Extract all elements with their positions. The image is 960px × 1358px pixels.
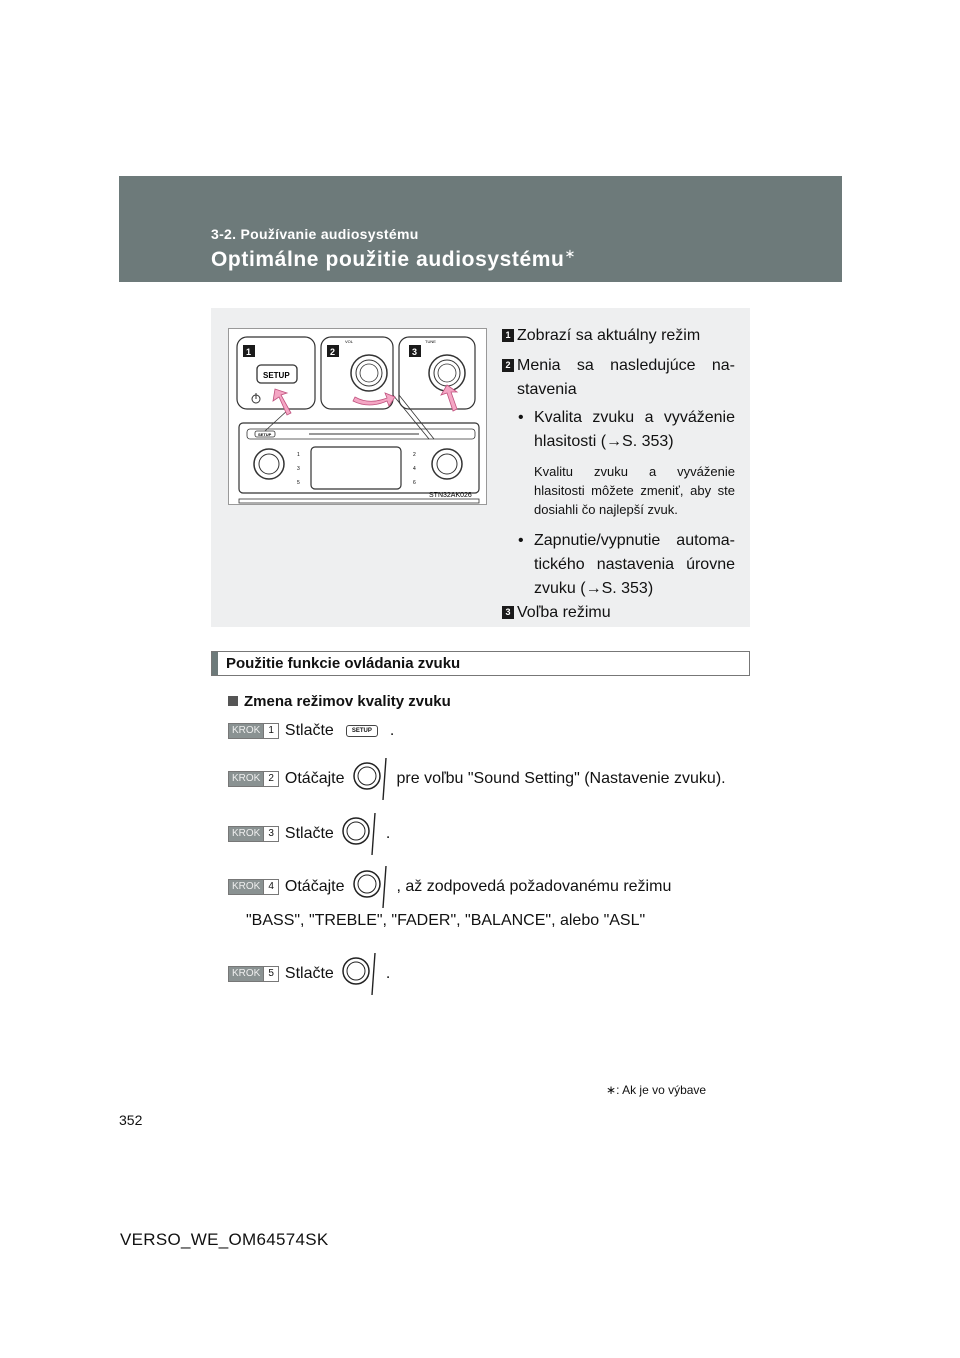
step-4: [228, 864, 671, 910]
step-2-after: pre voľbu "Sound Setting" (Nastavenie zvuku).: [396, 770, 726, 787]
callout-badge-3: 3: [412, 347, 418, 357]
section-bar: [211, 651, 750, 676]
tune-knob-icon: [351, 864, 391, 910]
preset-4: 4: [413, 466, 416, 472]
step-2: [228, 756, 726, 802]
legend-item-2: [502, 354, 735, 402]
preset-5: 5: [297, 480, 300, 486]
krok-number: 2: [263, 772, 278, 786]
audio-panel-diagram: [228, 328, 487, 505]
krok-number: 4: [263, 880, 278, 894]
krok-badge-4: [228, 879, 279, 895]
legend-item-1: [502, 324, 735, 348]
step-3: [228, 811, 390, 857]
legend-bullet-2: • Zapnutie/vypnutie automa- tického nastavenia úrovne zvuku (→S. 353): [502, 529, 735, 601]
document-code: VERSO_WE_OM64574SK: [120, 1230, 329, 1249]
krok-word: KROK: [229, 724, 263, 738]
subheading-text: Zmena režimov kvality zvuku: [244, 693, 451, 710]
tune-knob-icon: [351, 756, 391, 802]
footnote-text: : Ak je vo výbave: [616, 1083, 707, 1097]
audio-panel-illustration: [229, 329, 486, 504]
page-title-text: Optimálne použitie audiosystému: [211, 248, 565, 271]
tune-label: TUNE: [425, 339, 436, 344]
step-1: [228, 722, 394, 740]
setup-button-icon: SETUP: [346, 725, 378, 737]
legend: [502, 324, 735, 625]
step-3-before: Stlačte: [284, 825, 334, 842]
subheading-square-icon: [228, 696, 238, 706]
page-title: [211, 246, 576, 272]
preset-3: 3: [297, 466, 300, 472]
krok-number: 5: [263, 967, 278, 981]
step-4-before: Otáčajte: [284, 878, 345, 895]
info-box: [211, 308, 750, 627]
step-1-after: .: [389, 722, 395, 739]
krok-word: KROK: [229, 772, 263, 786]
legend-bullet-1: • Kvalita zvuku a vyváženie hlasitosti (→S. 353): [502, 406, 735, 454]
step-4-continuation: "BASS", "TREBLE", "FADER", "BALANCE", alebo "ASL": [246, 912, 646, 929]
krok-badge-3: [228, 826, 279, 842]
step-1-before: Stlačte: [284, 722, 334, 739]
legend-badge-1: 1: [502, 329, 514, 342]
callout-badge-1: 1: [246, 347, 252, 357]
preset-6: 6: [413, 480, 416, 486]
krok-badge-1: [228, 723, 279, 739]
krok-word: KROK: [229, 827, 263, 841]
legend-item-2-text: Menia sa nasledujúce na- stavenia: [517, 357, 735, 398]
legend-badge-3: 3: [502, 606, 514, 619]
preset-2: 2: [413, 452, 416, 458]
vol-label: VOL: [345, 339, 354, 344]
legend-badge-2: 2: [502, 359, 514, 372]
krok-badge-5: [228, 966, 279, 982]
step-4-after: , až zodpovedá požadovanému režimu: [396, 878, 672, 895]
callout-badge-2: 2: [330, 347, 336, 357]
title-footnote-star: ∗: [564, 246, 576, 261]
krok-word: KROK: [229, 880, 263, 894]
footnote: [606, 1083, 706, 1097]
legend-item-3: [502, 601, 735, 625]
step-5: [228, 951, 390, 997]
preset-1: 1: [297, 452, 300, 458]
callout-setup-label: SETUP: [263, 371, 290, 380]
krok-badge-2: [228, 771, 279, 787]
step-5-before: Stlačte: [284, 965, 334, 982]
section-bar-accent: [212, 652, 218, 675]
subheading: [228, 693, 451, 710]
step-5-after: .: [385, 965, 391, 982]
footnote-star: ∗: [606, 1083, 617, 1097]
krok-number: 3: [263, 827, 278, 841]
legend-item-1-text: Zobrazí sa aktuálny režim: [517, 327, 701, 344]
tune-knob-icon: [340, 951, 380, 997]
step-2-before: Otáčajte: [284, 770, 345, 787]
page-number: 352: [119, 1112, 143, 1128]
legend-note: Kvalitu zvuku a vyváženie hlasitosti môžete zmeniť, aby ste dosiahli čo najlepší zvuk.: [534, 464, 735, 517]
panel-setup-small: SETUP: [258, 432, 272, 437]
legend-item-3-text: Voľba režimu: [517, 604, 611, 621]
krok-number: 1: [263, 724, 278, 738]
section-bar-title: Použitie funkcie ovládania zvuku: [226, 655, 461, 672]
diagram-code: STN32AK026: [429, 492, 472, 499]
chapter-header: [119, 176, 842, 282]
section-label: 3-2. Používanie audiosystému: [211, 226, 419, 242]
krok-word: KROK: [229, 967, 263, 981]
step-3-after: .: [385, 825, 391, 842]
tune-knob-icon: [340, 811, 380, 857]
